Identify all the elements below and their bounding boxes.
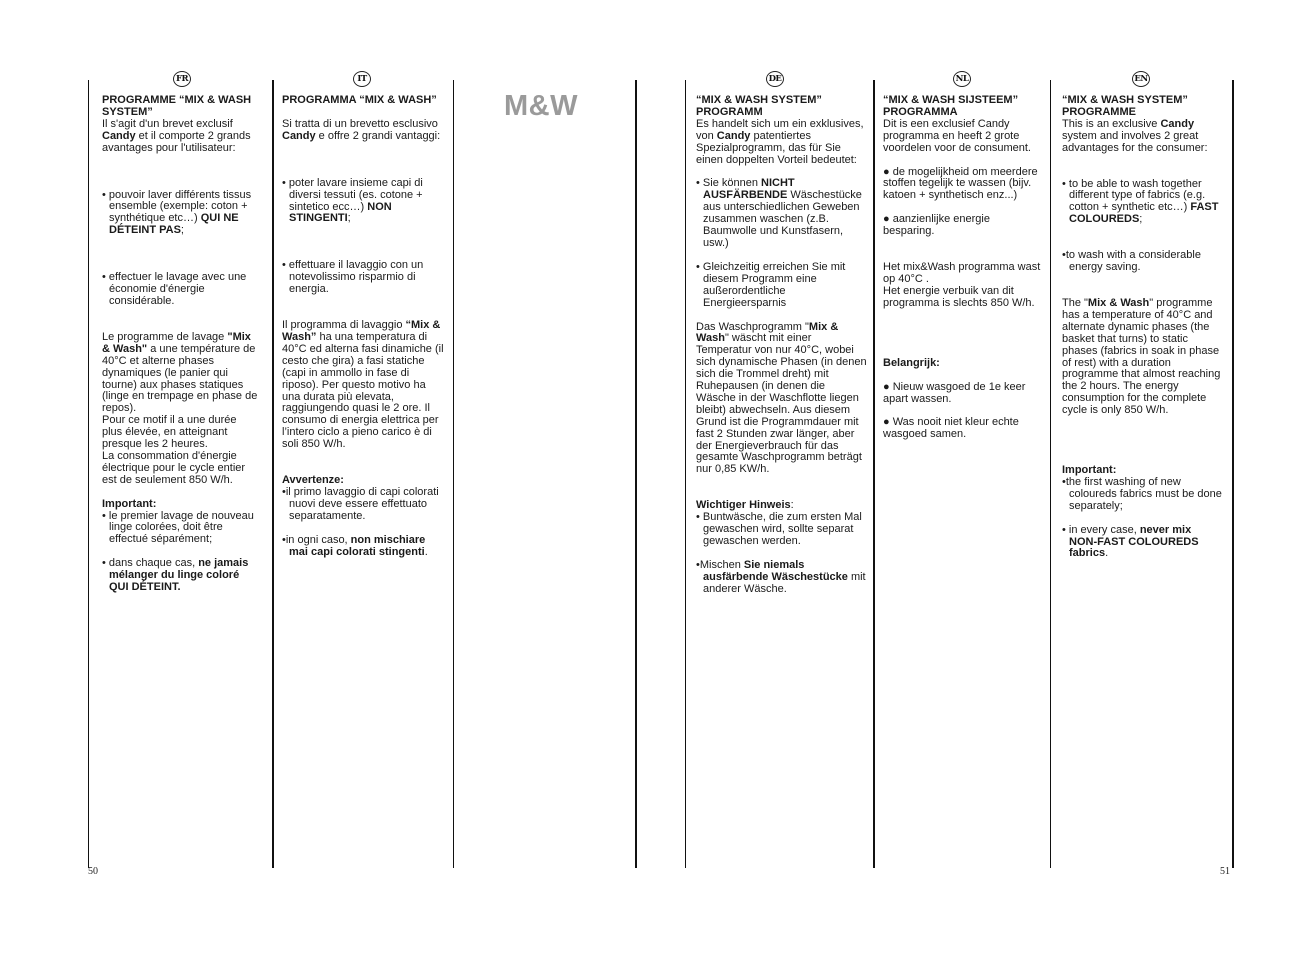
paragraph: Het mix&Wash programma wast op 40°C . Het energie verbuik van dit programma is slechts 850 W/h. <box>883 261 1041 309</box>
paragraph: • dans chaque cas, ne jamais mélanger du linge coloré QUI DÉTEINT. <box>102 557 249 594</box>
paragraph: “MIX & WASH SIJSTEEM” PROGRAMMA Dit is een exclusief Candy programma en heeft 2 grote voordelen voor de consument. <box>883 94 1031 154</box>
paragraph: “MIX & WASH SYSTEM” PROGRAMM Es handelt sich um ein exklusives, von Candy patentiertes Spezialprogramm, das für Sie einen doppelten Vorteil bedeutet: <box>696 94 864 166</box>
paragraph: • Sie können NICHT AUSFÄRBENDE Wäschestücke aus unterschiedlichen Geweben zusammen waschen (z.B. Baumwolle und Kunstfasern, usw.) <box>696 177 862 249</box>
paragraph: •il primo lavaggio di capi colorati nuovi deve essere effettuato separatamente. <box>282 485 439 522</box>
paragraph: •in ogni caso, non mischiare mai capi colorati stingenti. <box>282 533 428 558</box>
column-divider-de-nl <box>873 80 875 868</box>
language-badge-de: DE <box>766 71 784 87</box>
paragraph: • to be able to wash together different type of fabrics (e.g. cotton + synthetic etc…) FAST COLOUREDS; <box>1062 177 1219 226</box>
page-number-right: 51 <box>1220 866 1230 877</box>
paragraph: Wichtiger Hinweis: <box>696 499 794 512</box>
column-italian <box>282 95 446 558</box>
paragraph: ● de mogelijkheid om meerdere stoffen tegelijk te wassen (bijv. katoen + synthetisch enz...) <box>883 165 1038 202</box>
paragraph: The "Mix & Wash" programme has a temperature of 40°C and alternate dynamic phases (the basket that turns) to static phases (fabrics in soak in phase of rest) with a duration programme that almost reaching the 2 hours. The energy consumption for the complete cycle is only 850 W/h. <box>1062 296 1221 417</box>
paragraph: Avvertenze: <box>282 474 344 487</box>
paragraph: • pouvoir laver différents tissus ensemble (exemple: coton + synthétique etc…) QUI NE DÉTEINT PAS; <box>102 188 252 237</box>
page-gutter-rule <box>635 80 637 868</box>
paragraph: • effettuare il lavaggio con un notevolissimo risparmio di energia. <box>282 259 424 296</box>
paragraph: ● Nieuw wasgoed de 1e keer apart wassen. <box>883 380 1026 405</box>
column-german <box>696 95 867 596</box>
language-badge-en: EN <box>1132 71 1150 87</box>
paragraph: PROGRAMMA “MIX & WASH” <box>282 94 437 106</box>
paragraph: •the first washing of new coloureds fabrics must be done separately; <box>1062 475 1222 512</box>
paragraph: ● Was nooit niet kleur echte wasgoed samen. <box>883 416 1019 441</box>
column-french <box>102 95 259 594</box>
paragraph: • poter lavare insieme capi di diversi tessuti (es. cotone + sintetico ecc…) NON STINGENTI; <box>282 176 423 225</box>
column-divider-fr-it <box>272 80 274 868</box>
paragraph: Il programma di lavaggio “Mix & Wash” ha una temperatura di 40°C ed alterna fasi dinamiche (il cesto che gira) a fasi statiche (capi in ammollo in fase di riposo). Per questo motivo ha una durata più elevata, raggiungendo quasi le 2 ore. Il consumo di energia elettrica per l’intero ciclo a pieno carico è di soli 850 W/h. <box>282 319 444 451</box>
paragraph: PROGRAMME “MIX & WASH SYSTEM” Il s'agit d'un brevet exclusif Candy et il comporte 2 grands avantages pour l'utilisateur: <box>102 94 252 154</box>
paragraph: • effectuer le lavage avec une économie d'énergie considérable. <box>102 271 247 307</box>
paragraph: Important: <box>1062 464 1117 477</box>
page-number-left: 50 <box>88 866 98 877</box>
paragraph: • le premier lavage de nouveau linge colorées, doit être effectué séparément; <box>102 509 254 546</box>
paragraph: “MIX & WASH SYSTEM” PROGRAMME This is an exclusive Candy system and involves 2 great advantages for the consumer: <box>1062 94 1208 154</box>
paragraph: • Gleichzeitig erreichen Sie mit diesem Programm eine außerordentliche Energieersparnis <box>696 260 846 309</box>
section-title: M&W <box>504 90 578 122</box>
paragraph: Important: <box>102 497 157 510</box>
language-badge-it: IT <box>353 71 371 87</box>
column-divider-nl-en <box>1050 80 1051 868</box>
paragraph: ● aanzienlijke energie besparing. <box>883 213 990 238</box>
paragraph: Si tratta di un brevetto esclusivo Candy e offre 2 grandi vantaggi: <box>282 117 441 142</box>
paragraph: • Buntwäsche, die zum ersten Mal gewaschen wird, sollte separat gewaschen werden. <box>696 511 862 547</box>
right-margin-rule <box>1232 80 1234 868</box>
column-divider-it-title <box>453 80 454 868</box>
left-margin-rule <box>88 80 89 868</box>
paragraph: •to wash with a considerable energy saving. <box>1062 249 1201 274</box>
language-badge-fr: FR <box>173 71 191 87</box>
paragraph: •Mischen Sie niemals ausfärbende Wäschestücke mit anderer Wäsche. <box>696 558 866 595</box>
column-divider-gutter-de <box>685 80 686 868</box>
paragraph: Das Waschprogramm "Mix & Wash" wäscht mit einer Temperatur von nur 40°C, wobei sich dynamische Phasen (in denen sich die Trommel dreht) mit Ruhepausen (in denen die Wäsche in der Waschflotte liegen bleibt) abwechseln. Aus diesem Grund ist die Programmdauer mit fast 2 Stunden zwar länger, aber der Energieverbrauch für das gesamte Waschprogramm beträgt nur 0,85 KW/h. <box>696 320 867 476</box>
column-english <box>1062 95 1222 560</box>
language-badge-nl: NL <box>953 71 971 87</box>
column-dutch <box>883 95 1044 441</box>
paragraph: Le programme de lavage "Mix & Wash" a une température de 40°C et alterne phases dynamiques (le panier qui tourne) aux phases statiques (linge en trempage en phase de repos). Pour ce motif il a une durée plus élevée, en atteignant presque les 2 heures. La consommation d'énergie électrique pour le cycle entier est de seulement 850 W/h. <box>102 330 258 486</box>
paragraph: Belangrijk: <box>883 356 940 369</box>
paragraph: • in every case, never mix NON-FAST COLOUREDS fabrics. <box>1062 523 1199 560</box>
